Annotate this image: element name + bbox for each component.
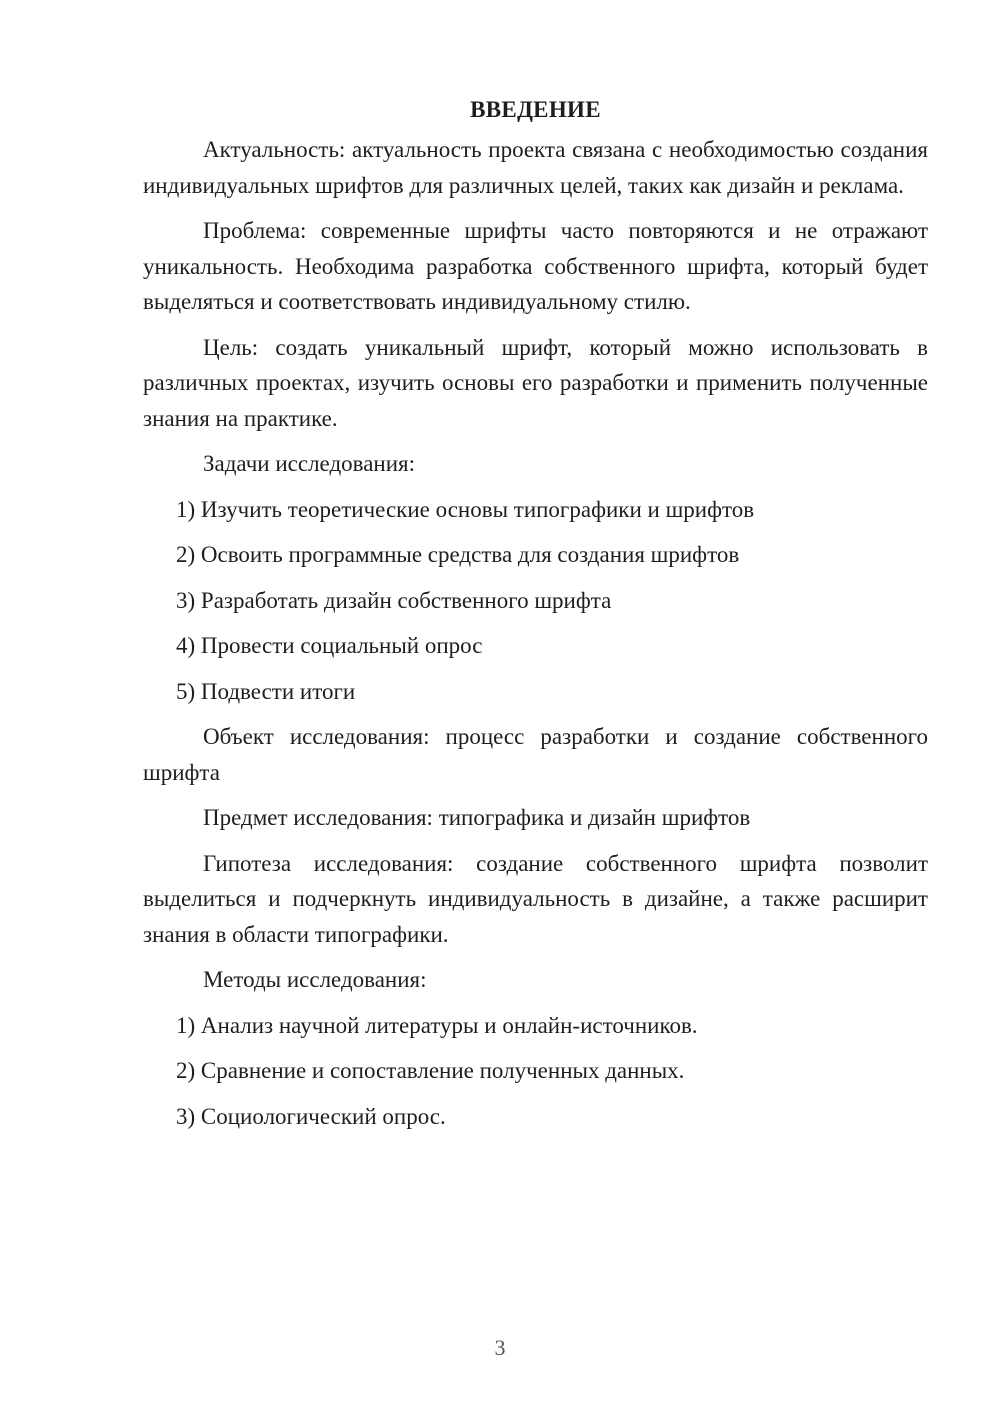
tasks-list: [143, 492, 928, 710]
list-item: 5) Подвести итоги: [176, 678, 356, 704]
object-paragraph: Объект исследования: процесс разработки и создание собственного шрифта: [143, 724, 928, 785]
relevance-paragraph: Актуальность: актуальность проекта связана с необходимостью создания индивидуальных шрифтов для различных целей, таких как дизайн и реклама.: [143, 137, 928, 198]
problem-paragraph: Проблема: современные шрифты часто повторяются и не отражают уникальность. Необходима разработка собственного шрифта, который будет выделяться и соответствовать индивидуальному стилю.: [143, 218, 928, 314]
list-item: 2) Сравнение и сопоставление полученных данных.: [176, 1058, 685, 1083]
methods-list: [143, 1008, 928, 1135]
list-item: 3) Разработать дизайн собственного шрифта: [176, 587, 612, 613]
list-item: 3) Социологический опрос.: [176, 1103, 446, 1129]
page-content: [143, 90, 928, 1144]
section-heading: ВВЕДЕНИЕ: [470, 97, 601, 122]
list-item: 4) Провести социальный опрос: [176, 633, 483, 658]
tasks-title: Задачи исследования:: [203, 451, 416, 476]
list-item: 2) Освоить программные средства для создания шрифтов: [176, 542, 740, 567]
list-item: 1) Анализ научной литературы и онлайн-источников.: [176, 1012, 698, 1038]
list-item: 1) Изучить теоретические основы типографики и шрифтов: [176, 496, 755, 522]
hypothesis-paragraph: Гипотеза исследования: создание собственного шрифта позволит выделиться и подчеркнуть индивидуальность в дизайне, а также расширит знания в области типографики.: [143, 850, 928, 947]
goal-paragraph: Цель: создать уникальный шрифт, который можно использовать в различных проектах, изучить основы его разработки и применить полученные знания на практике.: [143, 334, 928, 431]
methods-title: Методы исследования:: [203, 967, 427, 992]
subject-paragraph: Предмет исследования: типографика и дизайн шрифтов: [203, 805, 751, 830]
page-number: 3: [494, 1335, 506, 1360]
